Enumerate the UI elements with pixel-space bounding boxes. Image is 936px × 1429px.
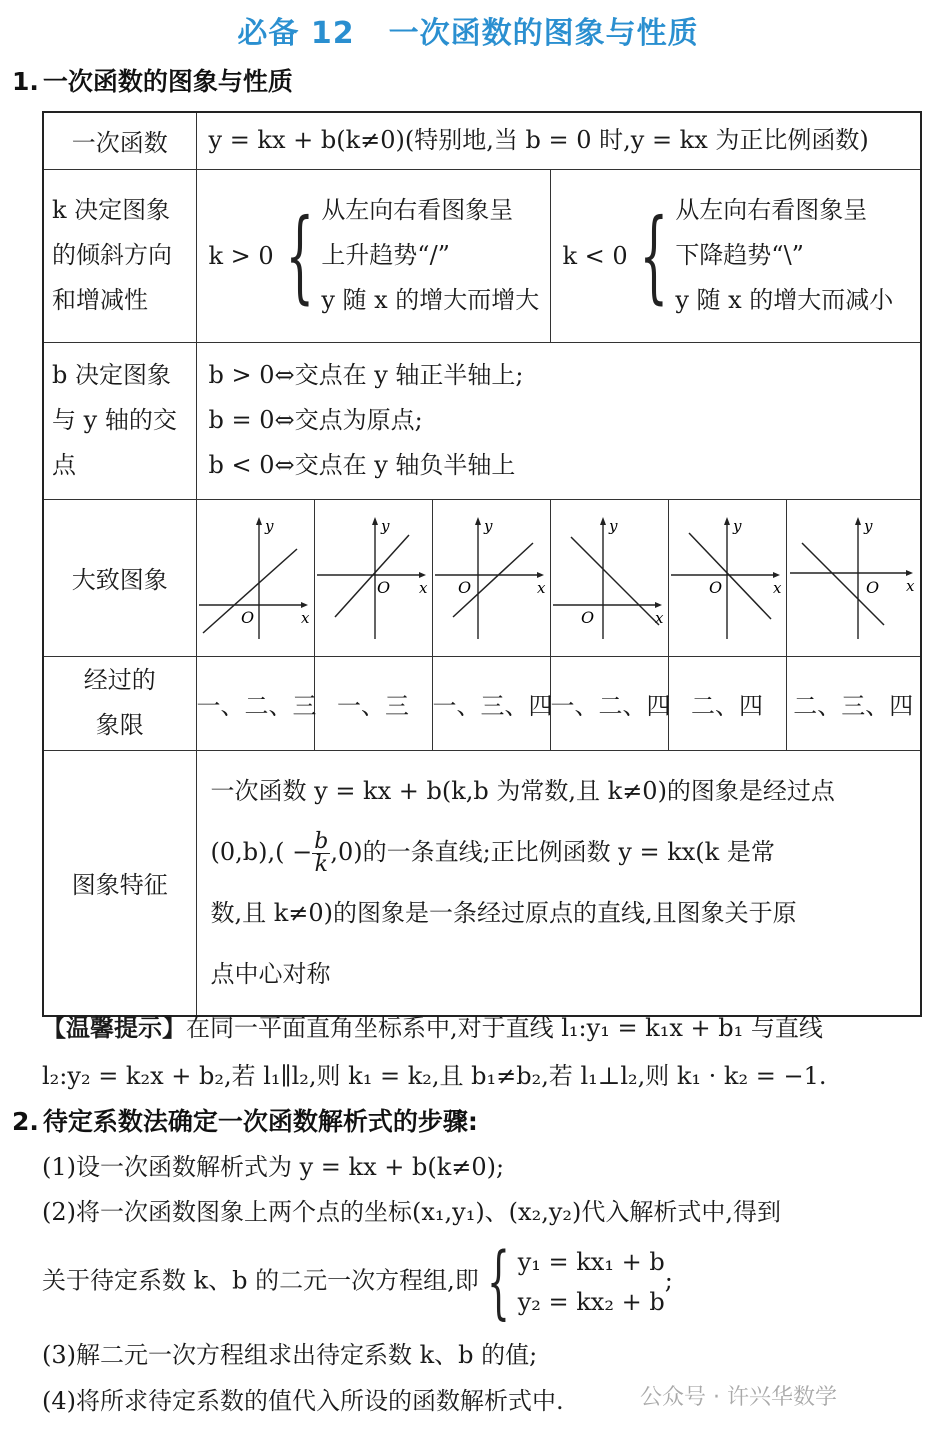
x-axis-label: x bbox=[419, 578, 428, 597]
section-1-heading bbox=[12, 62, 293, 98]
step-3: (3)解二元一次方程组求出待定系数 k、b 的值; bbox=[42, 1341, 538, 1369]
graph-cell bbox=[786, 499, 921, 656]
tip-label: 【温馨提示】 bbox=[42, 1014, 186, 1042]
row2-label-line: k 决定图象 bbox=[52, 196, 171, 224]
properties-table bbox=[42, 111, 922, 1017]
feature-text: ,0)的一条直线;正比例函数 y = kx(k 是常 bbox=[330, 837, 775, 866]
y-axis-arrow-icon bbox=[855, 517, 861, 525]
title-right: 一次函数的图象与性质 bbox=[388, 16, 699, 51]
k-negative-cell bbox=[550, 169, 921, 342]
b-rule-line: b = 0⇔交点为原点; bbox=[208, 406, 423, 434]
row2-label bbox=[43, 169, 196, 342]
watermark: 公众号 · 许兴华数学 bbox=[640, 1385, 837, 1410]
y-axis-arrow-icon bbox=[600, 517, 606, 525]
x-axis-arrow-icon bbox=[906, 570, 913, 576]
x-axis-arrow-icon bbox=[301, 602, 308, 608]
left-brace-icon: { bbox=[639, 196, 668, 314]
x-axis-arrow-icon bbox=[419, 572, 426, 578]
section-1-text: 一次函数的图象与性质 bbox=[42, 67, 293, 96]
graph-k-pos-b-neg bbox=[433, 513, 549, 643]
tip-line-2: l₂:y₂ = k₂x + b₂,若 l₁∥l₂,则 k₁ = k₂,且 b₁≠b₂,若 l₁⊥l₂,则 k₁ · k₂ = −1. bbox=[42, 1062, 827, 1090]
left-brace-icon: { bbox=[285, 196, 314, 314]
row3-label-line: b 决定图象 bbox=[52, 361, 171, 389]
row1-label: 一次函数 bbox=[43, 112, 196, 169]
row5-label-line: 象限 bbox=[95, 711, 144, 739]
feature-line: 点中心对称 bbox=[210, 959, 331, 988]
y-axis-arrow-icon bbox=[475, 517, 481, 525]
fraction-numerator: b bbox=[314, 828, 329, 854]
x-axis-arrow-icon bbox=[537, 572, 544, 578]
x-axis-label: x bbox=[655, 608, 664, 627]
title-left: 必备 12 bbox=[237, 16, 355, 51]
graph-cell bbox=[668, 499, 786, 656]
quadrant-cell: 一、二、四 bbox=[550, 656, 668, 750]
origin-label: O bbox=[377, 577, 391, 597]
function-line bbox=[335, 535, 409, 617]
x-axis-label: x bbox=[301, 608, 310, 627]
y-axis-arrow-icon bbox=[724, 517, 730, 525]
step-list bbox=[42, 1145, 922, 1235]
row3-content bbox=[196, 342, 921, 499]
b-rule-line: b < 0⇔交点在 y 轴负半轴上 bbox=[208, 451, 516, 479]
quadrant-cell: 一、三 bbox=[314, 656, 432, 750]
feature-text: (0,b),( − bbox=[210, 837, 313, 866]
step-1: (1)设一次函数解析式为 y = kx + b(k≠0); bbox=[42, 1153, 505, 1181]
k-positive-condition: k > 0 bbox=[208, 241, 274, 270]
k-negative-condition: k < 0 bbox=[562, 241, 628, 270]
equation-system bbox=[479, 1235, 665, 1328]
k-negative-line: 从左向右看图象呈 bbox=[675, 196, 868, 224]
left-brace-icon: { bbox=[486, 1235, 510, 1328]
graph-cell bbox=[550, 499, 668, 656]
k-positive-line: y 随 x 的增大而增大 bbox=[321, 286, 540, 314]
row6-label: 图象特征 bbox=[43, 750, 196, 1016]
fraction-b-over-k bbox=[312, 828, 330, 877]
fraction-denominator: k bbox=[314, 851, 328, 877]
y-axis-label: y bbox=[864, 516, 873, 535]
x-axis-arrow-icon bbox=[655, 602, 662, 608]
row3-label bbox=[43, 342, 196, 499]
origin-label: O bbox=[709, 577, 723, 597]
step-2-end: ; bbox=[664, 1266, 673, 1295]
graph-k-pos-b-pos bbox=[197, 513, 313, 643]
origin-label: O bbox=[581, 607, 595, 627]
k-positive-cell bbox=[196, 169, 550, 342]
graph-k-pos-b-zero bbox=[315, 513, 431, 643]
feature-line bbox=[211, 822, 907, 883]
y-axis-label: y bbox=[609, 516, 618, 535]
x-axis-arrow-icon bbox=[773, 572, 780, 578]
feature-line: 一次函数 y = kx + b(k,b 为常数,且 k≠0)的图象是经过点 bbox=[210, 776, 835, 805]
section-2-number: 2. bbox=[12, 1107, 39, 1136]
function-line bbox=[689, 533, 771, 619]
row3-label-line: 与 y 轴的交 bbox=[52, 406, 177, 434]
graph-k-neg-b-zero bbox=[669, 513, 785, 643]
row-graphs bbox=[43, 499, 921, 656]
row-features bbox=[43, 750, 921, 1016]
y-axis-label: y bbox=[484, 516, 493, 535]
quadrant-cell: 二、三、四 bbox=[786, 656, 921, 750]
section-2-text: 待定系数法确定一次函数解析式的步骤: bbox=[42, 1107, 478, 1136]
origin-label: O bbox=[241, 607, 255, 627]
k-negative-line: y 随 x 的增大而减小 bbox=[675, 286, 894, 314]
graph-cell bbox=[314, 499, 432, 656]
row2-label-line: 和增减性 bbox=[52, 286, 148, 314]
section-2-heading bbox=[12, 1102, 478, 1138]
row-k bbox=[43, 169, 921, 342]
y-axis-arrow-icon bbox=[256, 517, 262, 525]
row-b bbox=[43, 342, 921, 499]
row4-label: 大致图象 bbox=[43, 499, 196, 656]
row1-content: y = kx + b(k≠0)(特别地,当 b = 0 时,y = kx 为正比例函数) bbox=[196, 112, 921, 169]
y-axis-label: y bbox=[265, 516, 274, 535]
b-rule-line: b > 0⇔交点在 y 轴正半轴上; bbox=[208, 361, 524, 389]
k-negative-line: 下降趋势“\” bbox=[675, 241, 804, 269]
graph-cell bbox=[196, 499, 314, 656]
y-axis-arrow-icon bbox=[372, 517, 378, 525]
row3-label-line: 点 bbox=[52, 451, 76, 479]
row5-label-line: 经过的 bbox=[83, 666, 156, 694]
step-2-system bbox=[42, 1235, 922, 1328]
x-axis-label: x bbox=[906, 576, 915, 595]
step-2-text: 关于待定系数 k、b 的二元一次方程组,即 bbox=[42, 1266, 479, 1295]
origin-label: O bbox=[866, 577, 880, 597]
graph-k-neg-b-neg bbox=[788, 513, 918, 643]
quadrant-cell: 二、四 bbox=[668, 656, 786, 750]
feature-line: 数,且 k≠0)的图象是一条经过原点的直线,且图象关于原 bbox=[210, 898, 797, 927]
equation-2: y₂ = kx₂ + b bbox=[517, 1288, 665, 1316]
y-axis-label: y bbox=[733, 516, 742, 535]
warm-tip bbox=[42, 1004, 922, 1100]
k-positive-line: 从左向右看图象呈 bbox=[321, 196, 514, 224]
row2-label-line: 的倾斜方向 bbox=[52, 241, 172, 269]
origin-label: O bbox=[458, 577, 472, 597]
tip-line-1: 在同一平面直角坐标系中,对于直线 l₁:y₁ = k₁x + b₁ 与直线 bbox=[186, 1014, 823, 1042]
equation-1: y₁ = kx₁ + b bbox=[517, 1248, 665, 1276]
row-quadrants bbox=[43, 656, 921, 750]
row5-label bbox=[43, 656, 196, 750]
step-2: (2)将一次函数图象上两个点的坐标(x₁,y₁)、(x₂,y₂)代入解析式中,得到 bbox=[42, 1198, 782, 1226]
row-definition bbox=[43, 112, 921, 169]
quadrant-cell: 一、二、三 bbox=[196, 656, 314, 750]
section-1-number: 1. bbox=[12, 67, 39, 96]
y-axis-label: y bbox=[381, 516, 390, 535]
row6-content bbox=[196, 750, 921, 1016]
quadrant-cell: 一、三、四 bbox=[432, 656, 550, 750]
step-4: (4)将所求待定系数的值代入所设的函数解析式中. bbox=[42, 1387, 564, 1415]
graph-k-neg-b-pos bbox=[551, 513, 667, 643]
x-axis-label: x bbox=[773, 578, 782, 597]
x-axis-label: x bbox=[537, 578, 546, 597]
page-title bbox=[0, 8, 936, 52]
graph-cell bbox=[432, 499, 550, 656]
k-positive-line: 上升趋势“/” bbox=[321, 241, 450, 269]
